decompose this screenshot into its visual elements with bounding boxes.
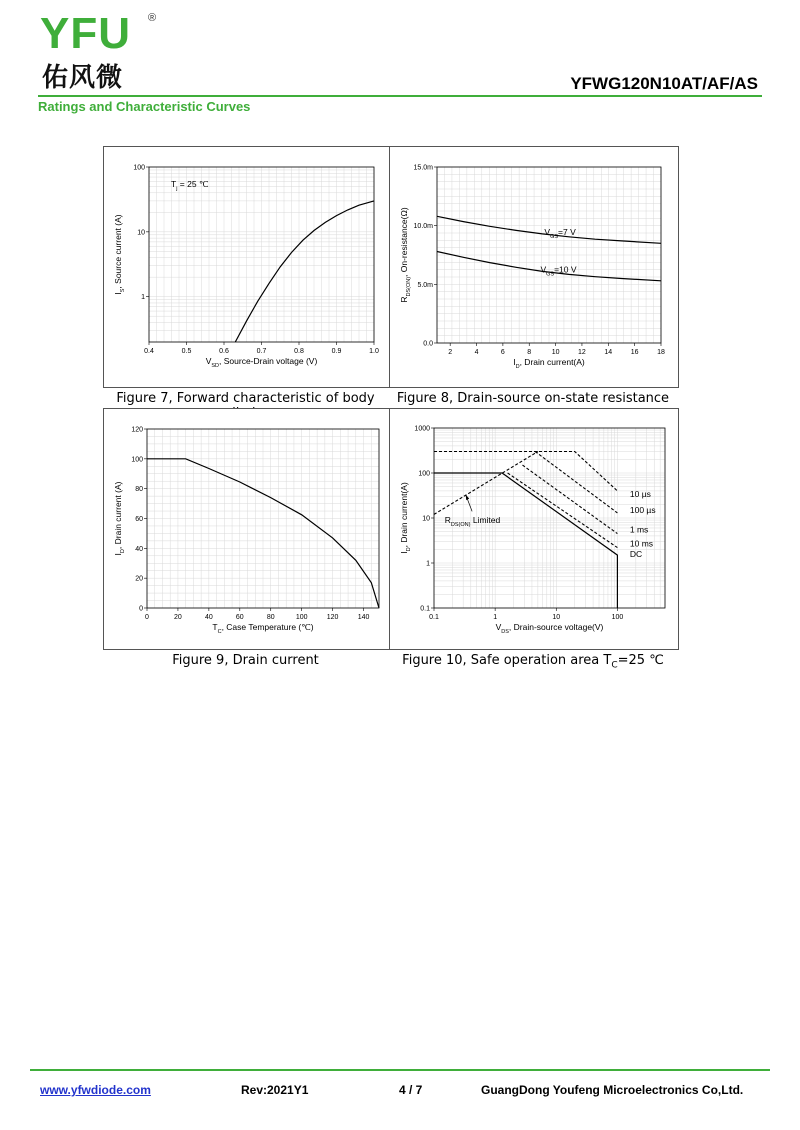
x-tick-label: 16 — [630, 349, 639, 356]
company-name: GuangDong Youfeng Microelectronics Co,Ltd. — [481, 1083, 744, 1097]
y-axis-title-post: , On-resistance(Ω) — [399, 207, 409, 277]
figure-10-caption-pre: Figure 10, Safe operation area T — [402, 653, 612, 668]
company-logo — [40, 10, 170, 92]
x-tick-label: 80 — [266, 614, 275, 621]
x-tick-label: 60 — [235, 614, 244, 621]
y-axis-title-sub: S — [120, 288, 126, 293]
series-line-0 — [235, 201, 374, 342]
x-axis-title — [513, 357, 585, 370]
x-tick-label: 0.4 — [144, 348, 154, 355]
series-label-1-sub: GS — [546, 271, 555, 278]
section-title: Ratings and Characteristic Curves — [38, 99, 251, 114]
figure-10-caption-sub: C — [611, 660, 618, 671]
figure-10-chart — [390, 409, 678, 649]
y-axis-title-post: , Drain current(A) — [399, 482, 409, 548]
figure-9-chart — [104, 409, 389, 649]
x-tick-label: 18 — [657, 349, 665, 356]
rds-limited-label-pre: R — [444, 515, 451, 526]
x-tick-label: 20 — [174, 614, 182, 621]
x-axis-title-sub: DS — [501, 629, 509, 635]
y-axis-title-pre: I — [113, 292, 123, 295]
y-tick-label: 100 — [131, 456, 143, 464]
x-tick-label: 8 — [527, 349, 532, 356]
x-tick-label: 120 — [326, 614, 339, 621]
x-axis-title-pre: T — [212, 622, 218, 632]
temperature-annotation-post: = 25 ℃ — [177, 179, 209, 189]
y-axis-title-pre: R — [399, 296, 409, 303]
x-tick-label: 0 — [145, 614, 149, 621]
grid — [147, 429, 379, 608]
x-axis-title — [212, 622, 313, 635]
y-tick-label: 1000 — [414, 425, 430, 433]
temperature-annotation-sub: j — [176, 186, 178, 192]
y-tick-label: 0.1 — [420, 605, 430, 613]
logo-registered-mark: ® — [148, 12, 157, 24]
revision-label: Rev:2021Y1 — [241, 1083, 309, 1097]
logo-chinese-name: 佑风微 — [42, 62, 124, 92]
figure-10-caption — [389, 653, 677, 671]
y-tick-label: 10 — [137, 229, 145, 237]
y-tick-label: 10.0m — [413, 223, 433, 231]
figure-9-caption: Figure 9, Drain current — [172, 653, 319, 668]
soa-line-label-0: 10 µs — [629, 489, 651, 500]
y-axis-title-post: , Drain current (A) — [113, 481, 123, 550]
x-axis-title-post: , Drain-source voltage(V) — [508, 622, 604, 632]
x-tick-label: 6 — [500, 349, 505, 356]
y-axis-title-post: , Source current (A) — [113, 214, 123, 289]
y-tick-label: 20 — [135, 575, 143, 583]
y-axis-title — [399, 482, 412, 554]
x-axis-title-sub: SD — [211, 363, 220, 369]
figure-7-panel — [103, 146, 390, 388]
x-tick-label: 1.0 — [369, 348, 379, 355]
series-label-1-pre: V — [540, 264, 547, 275]
x-tick-label: 10 — [551, 349, 560, 356]
x-tick-label: 0.8 — [294, 348, 304, 355]
logo-letters: YFU — [40, 9, 131, 58]
y-axis-title — [399, 207, 412, 303]
x-axis-title-pre: V — [205, 356, 212, 366]
figure-9-panel — [103, 408, 390, 650]
soa-line-label-2: 1 ms — [629, 524, 649, 535]
series-label-0-pre: V — [544, 226, 551, 237]
figure-7-chart — [104, 147, 389, 387]
y-tick-label: 1 — [141, 294, 145, 302]
y-axis-title-pre: I — [399, 551, 409, 554]
grid — [149, 167, 374, 342]
temperature-annotation-pre: T — [171, 179, 177, 189]
y-axis-title-sub: D — [406, 547, 412, 552]
y-tick-label: 100 — [418, 470, 430, 478]
rds-arrow-head — [466, 495, 470, 501]
x-tick-label: 4 — [474, 349, 479, 356]
x-axis-title-post: , Drain current(A) — [519, 357, 585, 367]
x-axis-title-sub: C — [217, 629, 222, 635]
figure-8-chart — [390, 147, 678, 387]
x-tick-label: 0.6 — [219, 348, 229, 355]
y-tick-label: 15.0m — [413, 164, 433, 172]
x-tick-label: 100 — [611, 614, 624, 621]
y-tick-label: 10 — [422, 515, 430, 523]
soa-line-label-4: DC — [629, 548, 643, 559]
y-tick-label: 40 — [135, 545, 143, 553]
page-number: 4 / 7 — [399, 1083, 423, 1097]
grid — [437, 167, 661, 343]
y-tick-label: 5.0m — [417, 281, 433, 289]
x-axis-title-post: , Source-Drain voltage (V) — [219, 356, 318, 366]
soa-line-label-1: 100 µs — [629, 505, 656, 516]
header-divider — [38, 95, 762, 97]
y-axis-title — [113, 481, 126, 555]
figure-10-caption-post: =25 ℃ — [617, 653, 664, 668]
x-axis-title — [206, 356, 318, 369]
y-axis-title — [113, 214, 126, 294]
y-tick-label: 0 — [139, 605, 143, 613]
y-tick-label: 80 — [135, 486, 143, 494]
x-axis-title-pre: I — [513, 357, 516, 367]
y-tick-label: 100 — [133, 164, 145, 172]
series-label-0-post: =7 V — [558, 226, 576, 237]
x-tick-label: 0.7 — [256, 348, 267, 355]
y-axis-title-pre: I — [113, 553, 123, 556]
x-tick-label: 2 — [448, 349, 453, 356]
part-number: YFWG120N10AT/AF/AS — [570, 74, 758, 93]
x-axis-title-post: , Case Temperature (℃) — [221, 622, 314, 632]
series-label-1-post: =10 V — [554, 264, 577, 275]
series-line-2 — [523, 465, 618, 533]
rds-limited-label-sub: DS(ON) — [450, 522, 471, 529]
website-link[interactable]: www.yfwdiode.com — [40, 1083, 151, 1097]
figure-8-caption: Figure 8, Drain-source on-state resistance — [396, 391, 670, 406]
series-label-0-sub: GS — [550, 233, 559, 240]
x-tick-label: 1 — [493, 614, 498, 621]
y-axis-title-sub: D — [120, 549, 126, 554]
x-tick-label: 14 — [604, 349, 613, 356]
y-axis-title-sub: DS(ON) — [406, 276, 412, 297]
x-tick-label: 10 — [552, 614, 561, 621]
x-tick-label: 12 — [578, 349, 586, 356]
x-axis-title — [496, 622, 604, 635]
y-tick-label: 0.0 — [423, 340, 433, 348]
y-tick-label: 1 — [426, 560, 430, 568]
figure-7-caption: Figure 7, Forward characteristic of body — [116, 391, 375, 406]
x-axis-title-sub: D — [515, 364, 520, 370]
footer-divider — [30, 1069, 770, 1071]
y-tick-label: 120 — [131, 426, 143, 434]
figure-8-panel — [389, 146, 679, 388]
soa-line-label-3: 10 ms — [629, 538, 654, 549]
rds-limited-label-post: Limited — [470, 515, 501, 526]
x-tick-label: 0.1 — [429, 614, 439, 621]
figure-10-panel — [389, 408, 679, 650]
x-tick-label: 100 — [295, 614, 308, 621]
y-tick-label: 60 — [135, 516, 143, 523]
series-line-0 — [434, 473, 617, 608]
x-tick-label: 140 — [357, 614, 370, 621]
grid — [434, 428, 665, 608]
temperature-annotation — [171, 179, 209, 192]
x-tick-label: 0.5 — [181, 348, 192, 355]
x-axis-title-pre: V — [495, 622, 502, 632]
x-tick-label: 40 — [204, 614, 213, 621]
x-tick-label: 0.9 — [331, 348, 342, 355]
